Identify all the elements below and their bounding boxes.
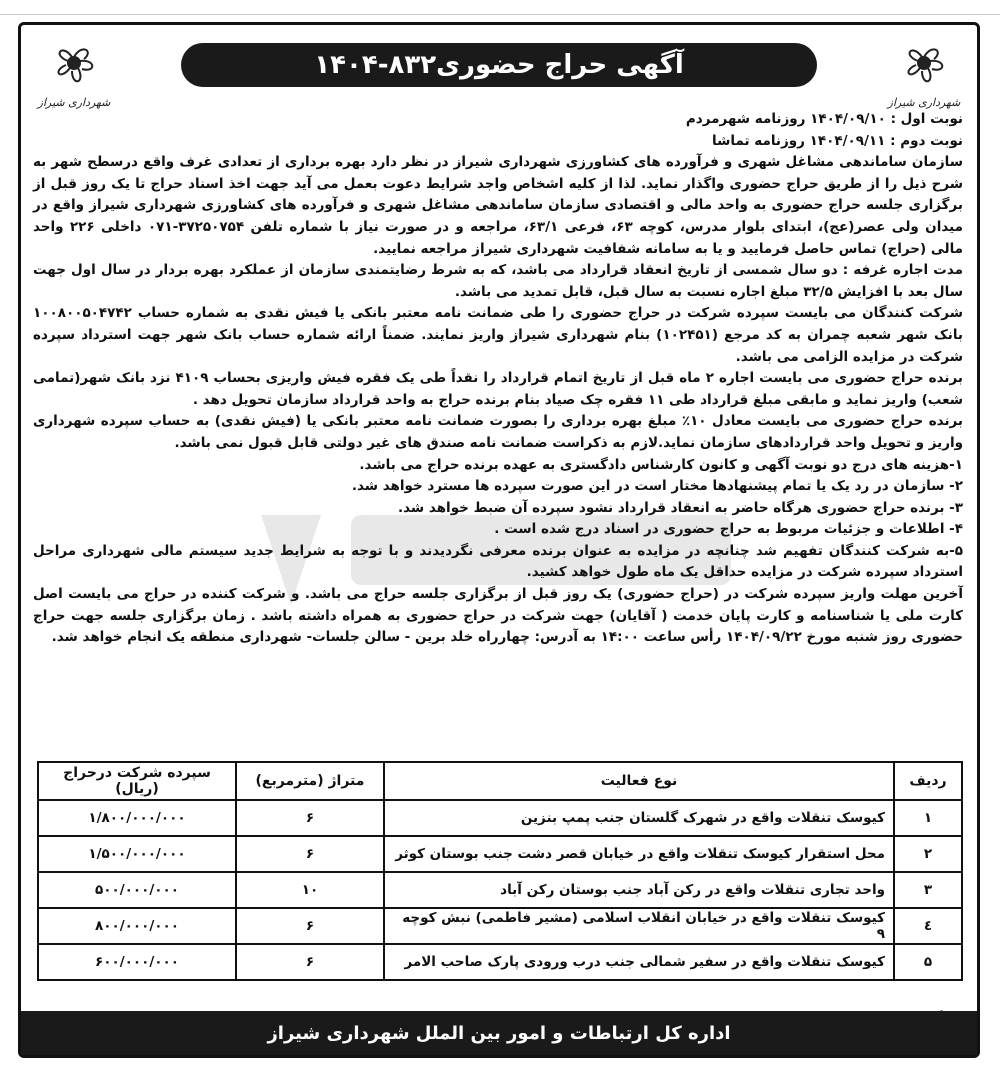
previous-ad-strip <box>0 0 1000 15</box>
row-area: ۶ <box>236 908 384 944</box>
municipality-logo-right <box>881 35 967 109</box>
table-header-row <box>38 762 962 800</box>
logo-caption: شهرداری شیراز <box>887 96 961 109</box>
row-area: ۶ <box>236 800 384 836</box>
row-activity: محل استقرار کیوسک تنقلات واقع در خیابان قصر دشت جنب بوستان کوثر <box>384 836 894 872</box>
notice-frame <box>18 22 980 1058</box>
row-deposit: ۸۰۰/۰۰۰/۰۰۰ <box>38 908 236 944</box>
logo-caption: شهرداری شیراز <box>37 96 111 109</box>
condition-item: ۱-هزینه های درج دو نوبت آگهی و کانون کارشناس دادگستری به عهده برنده حراج می باشد. <box>359 456 963 473</box>
paragraph: برنده حراج حضوری می بایست اجاره ۲ ماه قبل از تاریخ اتمام قرارداد را نقداً طی یک فقره فیش واریزی بحساب ۴۱۰۹ نزد بانک شهر(تمامی شعب) واریز نماید و مابقی مبلغ قرارداد طی ۱۱ فقره چک صیاد بنام برنده حراج به واحد قرارداد سازمان تحویل دهد . <box>33 370 963 408</box>
footer-banner: اداره کل ارتباطات و امور بین الملل شهرداری شیراز <box>21 1011 977 1055</box>
paragraph: برنده حراج حضوری می بایست معادل ۱۰٪ مبلغ بهره برداری را بصورت ضمانت نامه معتبر بانکی یا (فیش نقدی) به حساب سپرده شهرداری واریز و تحویل واحد قراردادهای سازمان نماید.لازم به ذکراست ضمانت نامه صندق های غیر دولتی قابل قبول نمی باشد. <box>33 413 963 451</box>
table-row <box>38 836 962 872</box>
paragraph: مدت اجاره غرفه : دو سال شمسی از تاریخ انعقاد قرارداد می باشد، که به شرط رضایتمندی سازمان از عملکرد بهره بردار در سال اول جهت سال بعد با افزایش ۳۲/۵ مبلغ اجاره نسبت به سال قبل، قابل تمدید می باشد. <box>33 262 963 300</box>
row-index: ۳ <box>894 872 962 908</box>
condition-item: ۴- اطلاعات و جزئیات مربوط به حراج حضوری در اسناد درج شده است . <box>494 521 963 538</box>
row-index: ۱ <box>894 800 962 836</box>
row-activity: کیوسک تنقلات واقع در شهرک گلستان جنب پمپ بنزین <box>384 800 894 836</box>
header-index: ردیف <box>894 762 962 800</box>
notice-body <box>33 109 963 649</box>
row-index: ۲ <box>894 836 962 872</box>
row-deposit: ۶۰۰/۰۰۰/۰۰۰ <box>38 944 236 980</box>
header-deposit: سپرده شرکت درحراج (ریال) <box>38 762 236 800</box>
auction-items-table <box>37 761 963 981</box>
table-row <box>38 872 962 908</box>
header-area: متراژ (مترمربع) <box>236 762 384 800</box>
notice-header <box>31 35 967 109</box>
paragraph: شرکت کنندگان می بایست سپرده شرکت در حراج حضوری را طی ضمانت نامه معتبر بانکی یا فیش نقدی به شماره حساب ۱۰۰۸۰۰۵۰۴۷۴۲ بانک شهر شعبه چمران به کد مرجع (۱۰۲۴۵۱) بنام شهرداری شیراز واریز نمایند. ضمناً ارائه شماره حساب بانک شهر جهت استرداد سپرده شرکت در مزایده الزامی می باشد. <box>33 305 963 365</box>
row-index: ٤ <box>894 908 962 944</box>
notice-title: آگهی حراج حضوری۸۳۲-۱۴۰۴ <box>181 43 817 87</box>
condition-item: ۲- سازمان در رد یک یا تمام پیشنهادها مختار است در این صورت سپرده ها مسترد خواهد شد. <box>351 478 963 495</box>
flower-logo-icon <box>31 35 117 95</box>
row-index: ۵ <box>894 944 962 980</box>
condition-item: ۵-به شرکت کنندگان تفهیم شد چنانچه در مزایده به عنوان برنده معرفی نگردیدند و با توجه به شرایط جدید سیستم مالی شهرداری مراحل استرداد سپرده شرکت در مزایده حداقل یک ماه طول خواهد کشید. <box>33 542 963 581</box>
municipality-logo-left <box>31 35 117 109</box>
publication-second: نوبت دوم : ۱۴۰۴/۰۹/۱۱ روزنامه تماشا <box>712 132 963 149</box>
table-row <box>38 908 962 944</box>
row-activity: کیوسک تنقلات واقع در خیابان انقلاب اسلامی (مشیر فاطمی) نبش کوچه ۹ <box>384 908 894 944</box>
row-area: ۶ <box>236 944 384 980</box>
row-area: ۶ <box>236 836 384 872</box>
row-activity: واحد تجاری تنقلات واقع در رکن آباد جنب بوستان رکن آباد <box>384 872 894 908</box>
condition-item: ۳- برنده حراج حضوری هرگاه حاضر به انعقاد قرارداد نشود سپرده آن ضبط خواهد شد. <box>398 499 963 516</box>
flower-logo-icon <box>881 35 967 95</box>
row-deposit: ۱/۵۰۰/۰۰۰/۰۰۰ <box>38 836 236 872</box>
table-row <box>38 800 962 836</box>
header-activity: نوع فعالیت <box>384 762 894 800</box>
row-deposit: ۱/۸۰۰/۰۰۰/۰۰۰ <box>38 800 236 836</box>
row-activity: کیوسک تنقلات واقع در سفیر شمالی جنب درب ورودی پارک صاحب الامر <box>384 944 894 980</box>
table-row <box>38 944 962 980</box>
row-area: ۱۰ <box>236 872 384 908</box>
paragraph: آخرین مهلت واریز سپرده شرکت در (حراج حضوری) یک روز قبل از برگزاری جلسه حراج می باشد. و شرکت کننده در حراج می بایست اصل کارت ملی یا شناسنامه و کارت پایان خدمت ( آقایان) جهت شرکت در حراج حضوری به همراه داشته باشد . زمان برگزاری جلسه جهت حراج حضوری روز شنبه مورخ ۱۴۰۴/۰۹/۲۲ رأس ساعت ۱۴:۰۰ به آدرس: چهارراه خلد برین - سالن جلسات- شهرداری منطقه یک انجام خواهد شد. <box>33 586 963 646</box>
row-deposit: ۵۰۰/۰۰۰/۰۰۰ <box>38 872 236 908</box>
publication-first: نوبت اول : ۱۴۰۴/۰۹/۱۰ روزنامه شهرمردم <box>685 111 963 127</box>
paragraph: سازمان ساماندهی مشاغل شهری و فرآورده های کشاورزی شهرداری شیراز در نظر دارد بهره برداری از تعدادی غرف واقع درسطح شهر به شرح ذیل را از طریق حراج حضوری واگذار نماید. لذا از کلیه اشخاص واجد شرایط دعوت بعمل می آید جهت اخذ اسناد حراج تا یک روز قبل از برگزاری جلسه حراج حضوری به واحد مالی و اقتصادی سازمان ساماندهی مشاغل شهری و فرآورده های کشاورزی شهرداری شیراز واقع در میدان ولی عصر(عج)، ابتدای بلوار مدرس، کوچه ۶۳، فرعی ۶۳/۱، مراجعه و در صورت نیاز با شماره تلفن ۳۷۲۵۰۷۵۴-۰۷۱ داخلی ۲۲۶ واحد مالی (حراج) تماس حاصل فرمایید و یا به سامانه شفافیت شهرداری شیراز مراجعه نمایید. <box>33 154 963 257</box>
